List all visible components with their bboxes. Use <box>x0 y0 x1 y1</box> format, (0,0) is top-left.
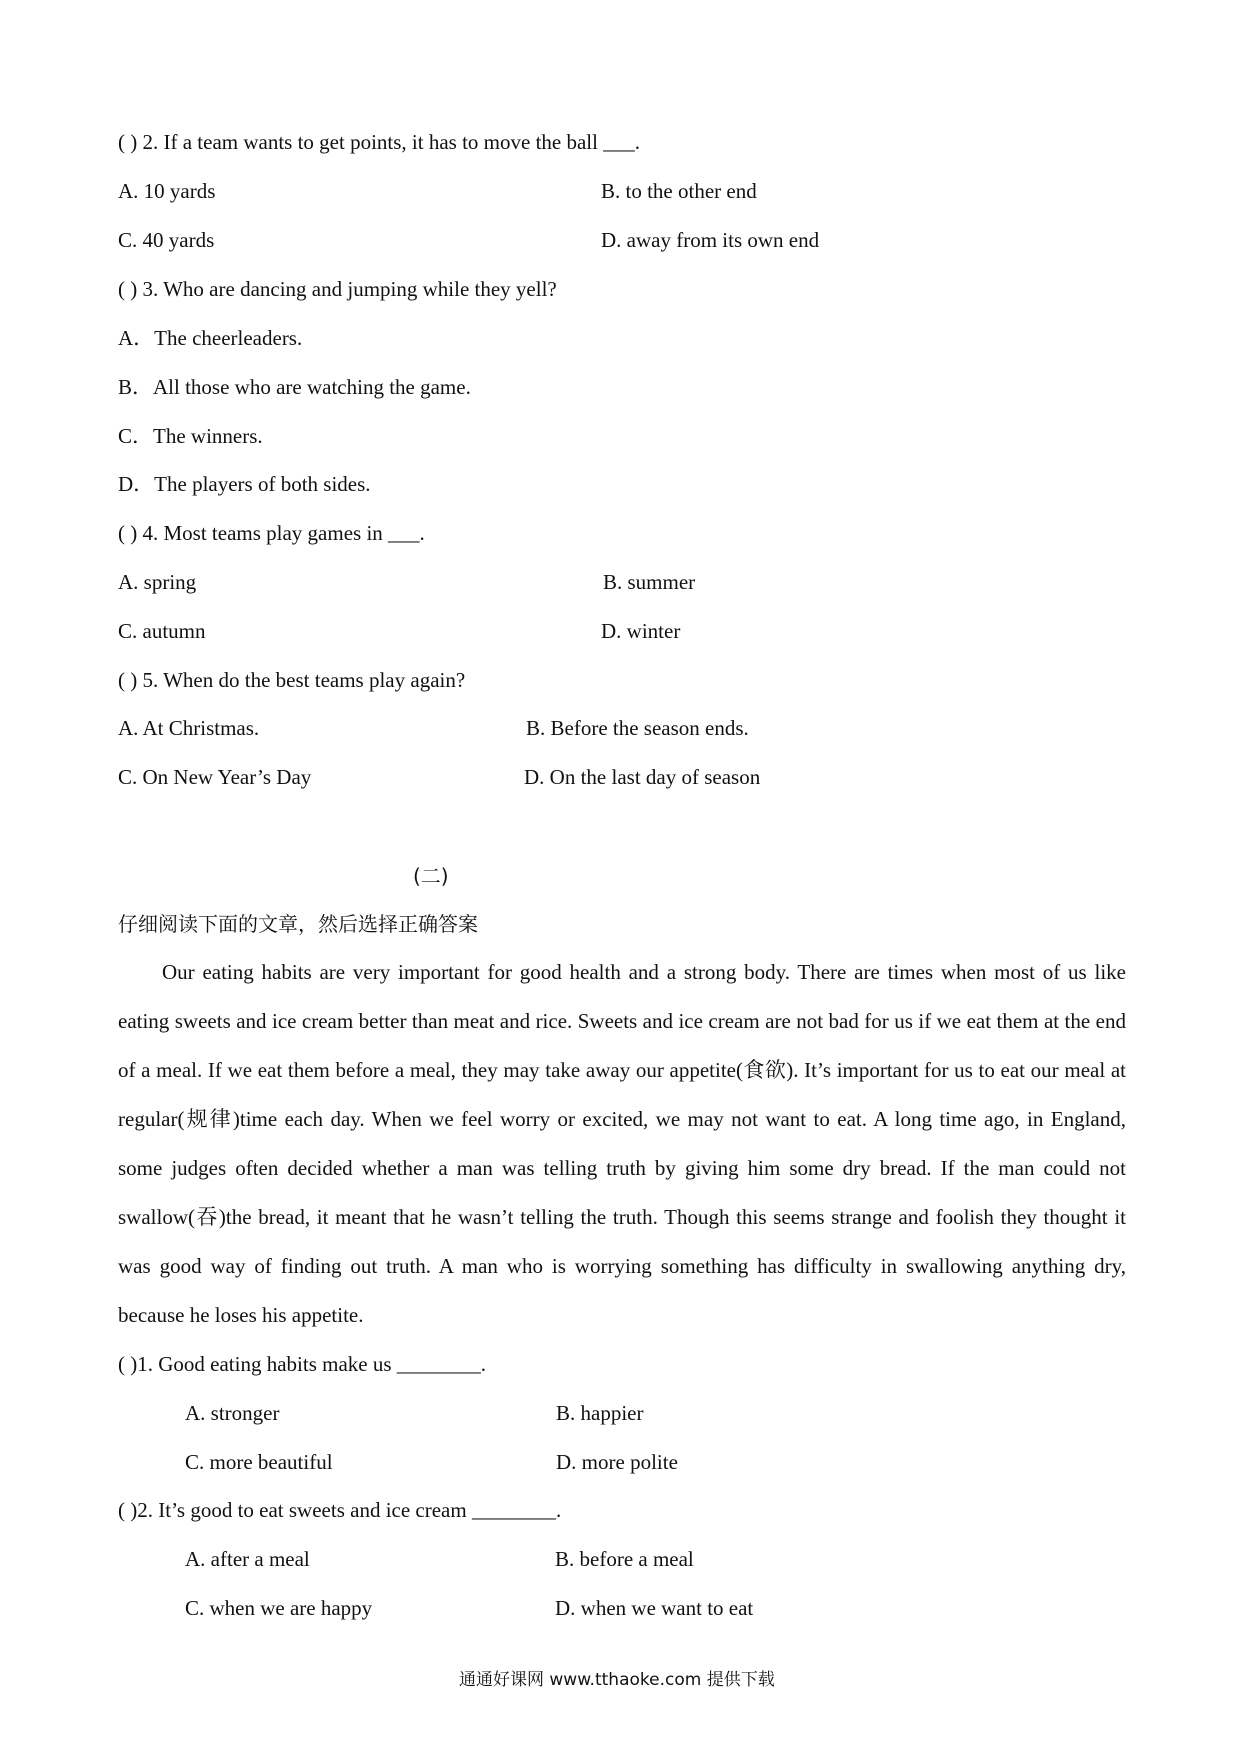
section-title: (二) <box>413 864 449 888</box>
passage-question-2-option-c: C. when we are happy <box>185 1596 373 1620</box>
question-3-option-c: C．The winners. <box>118 424 263 448</box>
passage-question-1-option-a: A. stronger <box>185 1401 280 1425</box>
question-4-option-d: D. winter <box>601 619 681 643</box>
reading-passage: Our eating habits are very important for good health and a strong body. There are times when most of us like eating sweets and ice cream better than meat and rice. Sweets and ice cream are not bad for us if we eat them at the end of a meal. If we eat them before a meal, they may take away our appetite(食欲). It’s important for us to eat our meal at regular(规律)time each day. When we feel worry or excited, we may not want to eat. A long time ago, in England, some judges often decided whether a man was telling truth by giving him some dry bread. If the man could not swallow(吞)the bread, it meant that he wasn’t telling the truth. Though this seems strange and foolish they thought it was good way of finding out truth. A man who is worrying something has difficulty in swallowing anything dry, because he loses his appetite. <box>118 960 1126 1327</box>
question-5-stem: ( ) 5. When do the best teams play again? <box>118 668 466 692</box>
page-footer: 通通好课网 www.tthaoke.com 提供下载 <box>459 1670 775 1690</box>
question-4-option-a: A. spring <box>118 570 197 594</box>
passage-question-2-option-d: D. when we want to eat <box>555 1596 754 1620</box>
question-2-option-c: C. 40 yards <box>118 228 215 252</box>
question-3-option-b: B．All those who are watching the game. <box>118 375 471 399</box>
question-2-stem: ( ) 2. If a team wants to get points, it has to move the ball ___. <box>118 130 640 154</box>
question-3-stem: ( ) 3. Who are dancing and jumping while they yell? <box>118 277 557 301</box>
question-3-option-a: A．The cheerleaders. <box>118 326 303 350</box>
question-2-option-d: D. away from its own end <box>601 228 820 252</box>
question-4-option-c: C. autumn <box>118 619 206 643</box>
question-2-option-b: B. to the other end <box>601 179 757 203</box>
question-4-option-b: B. summer <box>603 570 696 594</box>
passage-question-2-stem: ( )2. It’s good to eat sweets and ice cream ________. <box>118 1498 562 1522</box>
passage-question-1-option-d: D. more polite <box>556 1450 678 1474</box>
passage-question-2-option-b: B. before a meal <box>555 1547 694 1571</box>
question-2-option-a: A. 10 yards <box>118 179 216 203</box>
question-3-option-d: D．The players of both sides. <box>118 472 371 496</box>
question-5-option-a: A. At Christmas. <box>118 716 260 740</box>
passage-question-1-option-b: B. happier <box>556 1401 644 1425</box>
passage-question-1-option-c: C. more beautiful <box>185 1450 333 1474</box>
question-5-option-b: B. Before the season ends. <box>526 716 749 740</box>
question-5-option-d: D. On the last day of season <box>524 765 761 789</box>
question-5-option-c: C. On New Year’s Day <box>118 765 312 789</box>
section-instruction: 仔细阅读下面的文章，然后选择正确答案 <box>118 912 478 936</box>
passage-question-2-option-a: A. after a meal <box>185 1547 310 1571</box>
question-4-stem: ( ) 4. Most teams play games in ___. <box>118 521 425 545</box>
passage-question-1-stem: ( )1. Good eating habits make us ________. <box>118 1352 487 1376</box>
